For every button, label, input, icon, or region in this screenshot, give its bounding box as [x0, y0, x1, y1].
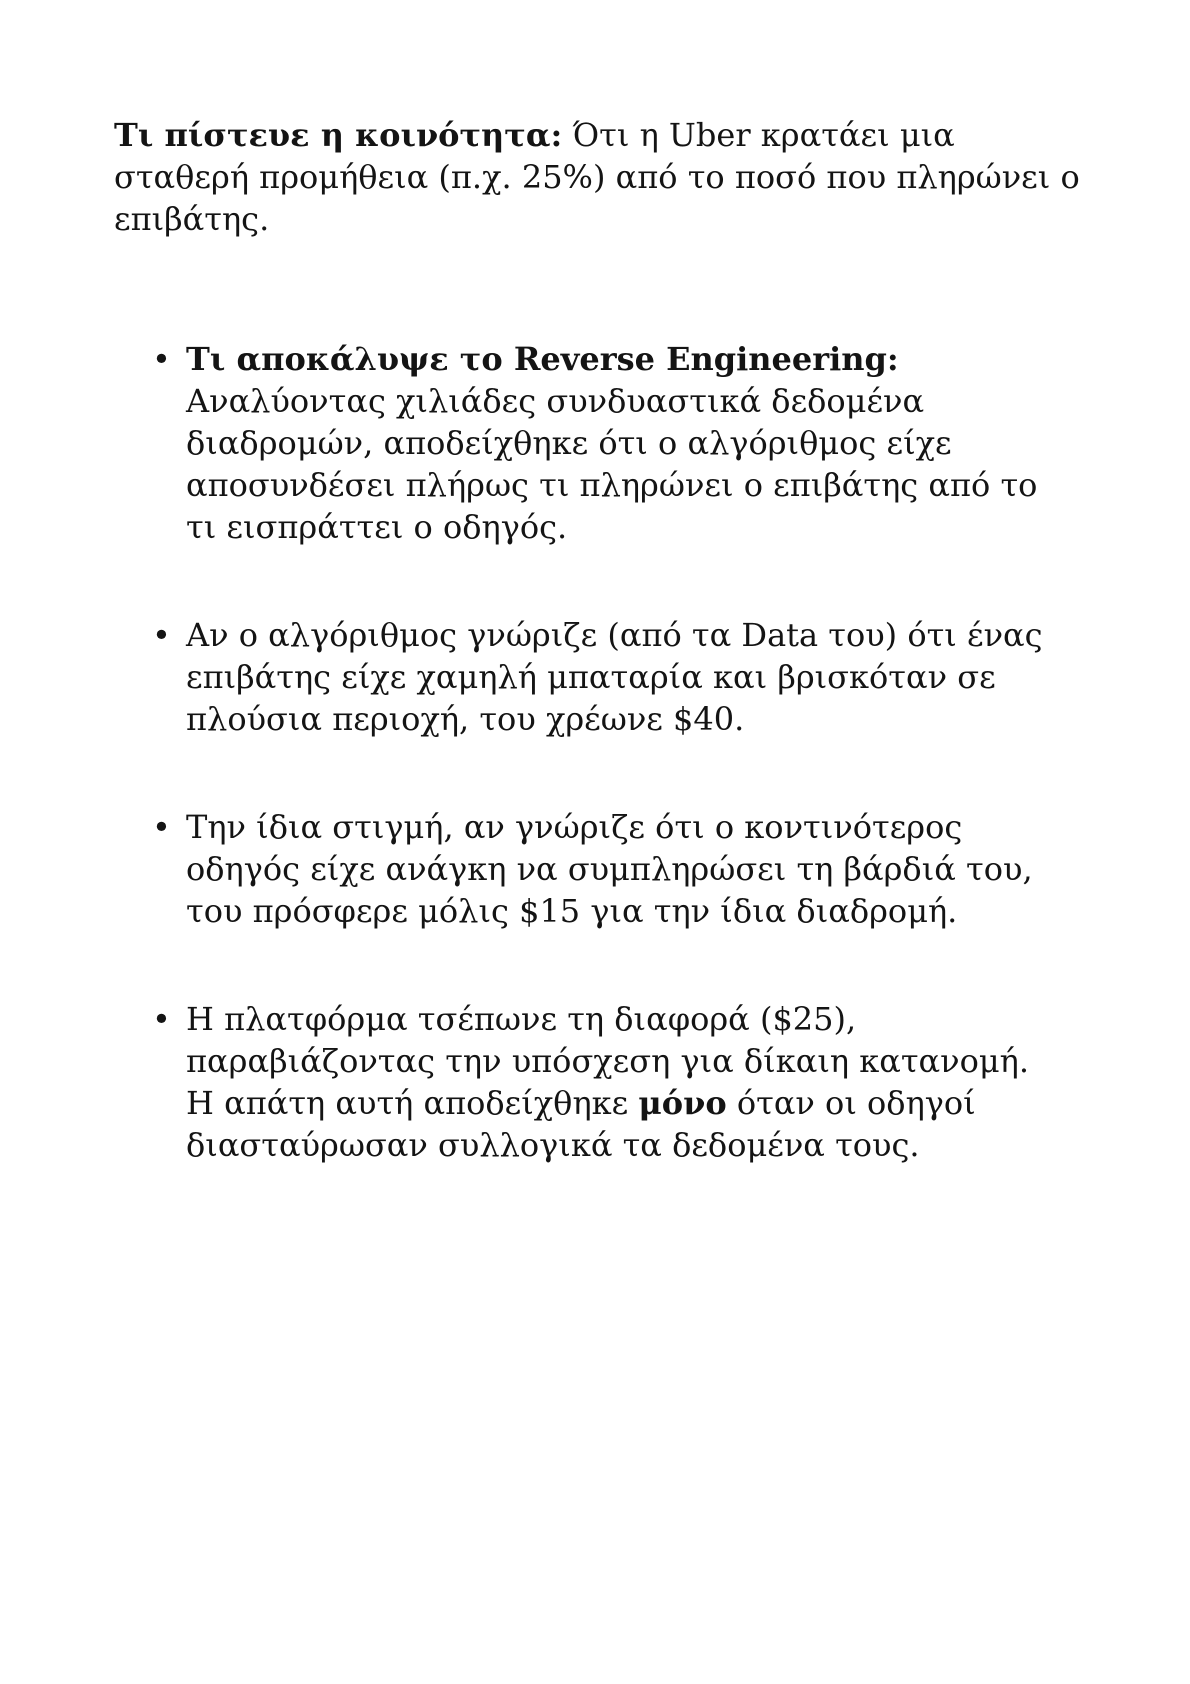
list-item [152, 806, 1052, 932]
bullet-body-after: όταν οι οδηγοί διασταύρωσαν συλλογικά τα δεδομένα τους. [186, 1084, 976, 1164]
bullet-text: Αν ο αλγόριθμος γνώριζε (από τα Data του) ότι ένας επιβάτης είχε χαμηλή μπαταρία και βρισκόταν σε πλούσια περιοχή, του χρέωνε $40. [186, 616, 1043, 738]
bullet-marker: • [152, 616, 171, 654]
bullet-text [186, 998, 1052, 1166]
bullet-emphasis: μόνο [638, 1084, 727, 1122]
bullet-marker: • [152, 1000, 171, 1038]
intro-paragraph [114, 114, 1094, 240]
bullet-text: Την ίδια στιγμή, αν γνώριζε ότι ο κοντινότερος οδηγός είχε ανάγκη να συμπληρώσει τη βάρδιά του, του πρόσφερε μόλις $15 για την ίδια διαδρομή. [186, 808, 1033, 930]
bullet-label: Τι αποκάλυψε το Reverse Engineering: [186, 340, 899, 378]
list-item [152, 614, 1052, 740]
bullet-body-before: Η πλατφόρμα τσέπωνε τη διαφορά ($25), παραβιάζοντας την υπόσχεση για δίκαιη κατανομή. Η απάτη αυτή αποδείχθηκε [186, 1000, 1029, 1122]
intro-label: Τι πίστευε η κοινότητα: [114, 116, 563, 154]
intro-text: Ότι η Uber κρατάει μια σταθερή προμήθεια (π.χ. 25%) από το ποσό που πληρώνει ο επιβάτης. [114, 116, 1080, 238]
bullet-body: Αναλύοντας χιλιάδες συνδυαστικά δεδομένα διαδρομών, αποδείχθηκε ότι ο αλγόριθμος είχε αποσυνδέσει πλήρως τι πληρώνει ο επιβάτης από το τι εισπράττει ο οδηγός. [186, 382, 1038, 546]
list-item [152, 338, 1052, 548]
bullet-marker: • [152, 340, 171, 378]
bullet-marker: • [152, 808, 171, 846]
bullet-text [186, 338, 1052, 548]
list-item [152, 998, 1052, 1166]
